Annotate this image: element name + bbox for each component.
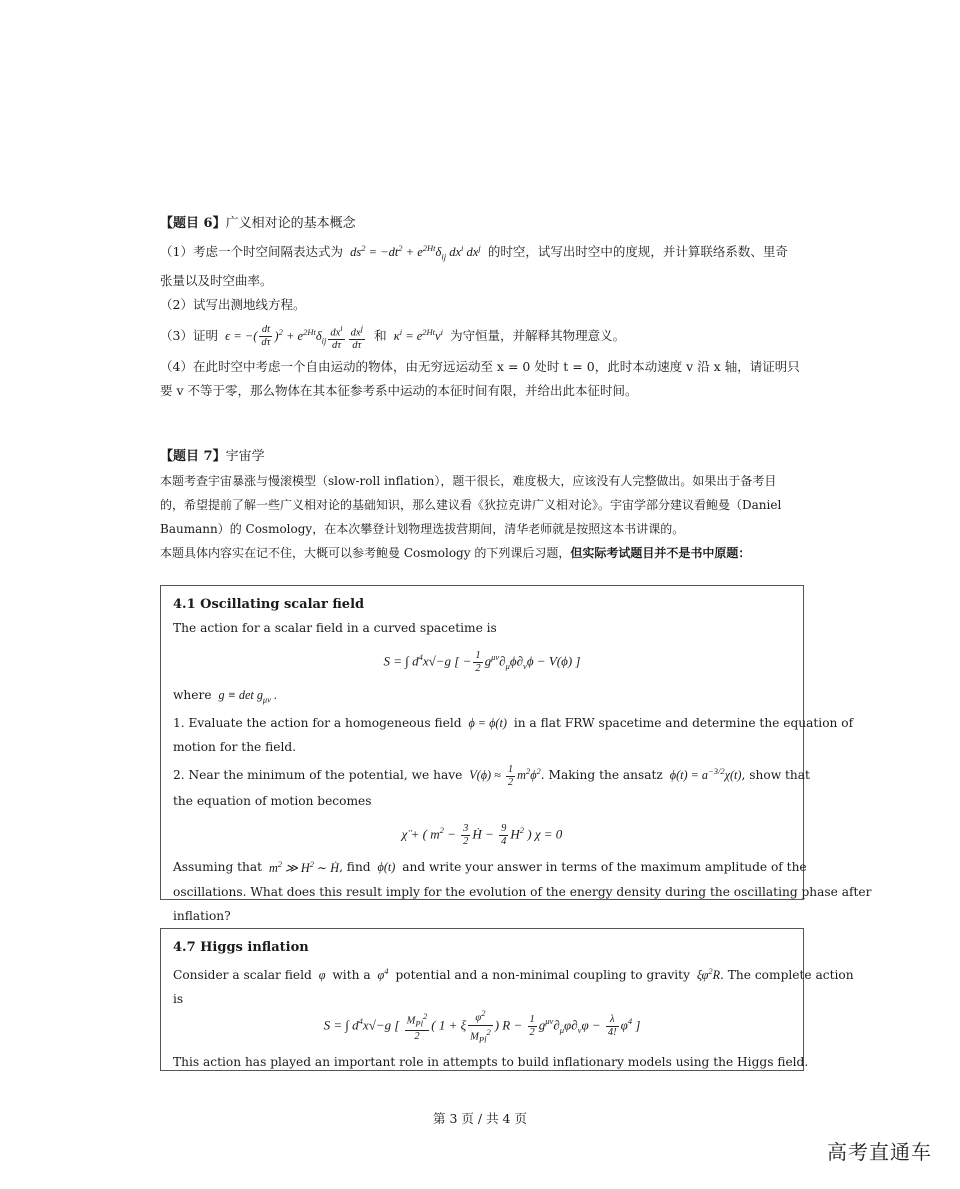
watermark-logo-text: 高考直通车 — [827, 1140, 932, 1164]
box-1-assume-line-3: inflation? — [173, 908, 231, 923]
assume-b: , find — [339, 860, 371, 875]
ansatz: $\phi(t) = a^{-3/2}\chi(t)$ — [666, 766, 742, 783]
scalar-action-equation: S = ∫ $d^4x√-g$ [ − $\frac{1}{2}$ $g^{\mu\nu}\partial_\mu\phi\partial_\nu\phi - V(\phi)$ ] — [383, 649, 581, 674]
problem-6-label: 【题目 6】 — [160, 216, 226, 231]
box-2-line-2: is — [173, 992, 184, 1007]
problem-6-heading — [160, 212, 810, 236]
box-1-item-2-cont: the equation of motion becomes — [173, 794, 372, 809]
box-1-assume — [173, 851, 807, 879]
item-1-a: 1. Evaluate the action for a homogeneous field — [173, 716, 462, 731]
problem-6-part-1 — [160, 236, 810, 269]
exercise-box-higgs-inflation — [160, 928, 854, 1071]
problem-7 — [160, 445, 820, 565]
problem-7-title: 宇宙学 — [225, 449, 265, 464]
problem-7-line-3: Baumann）的 Cosmology，在本次攀登计划物理选拔营期间，清华老师就是按照这本书讲课的。 — [160, 522, 685, 536]
box-1-intro: The action for a scalar field in a curved spacetime is — [173, 621, 497, 635]
item-1-b: in a flat FRW spacetime and determine the equation of — [513, 716, 854, 731]
homogeneous-field: ϕ = ϕ(t) — [465, 716, 510, 731]
p3-suffix: 为守恒量，并解释其物理意义。 — [450, 327, 626, 343]
box-1-item-1 — [173, 711, 854, 735]
g-definition: $g \equiv \det g_{\mu\nu}$ . — [215, 687, 278, 705]
box-1-title: 4.1 Oscillating scalar field — [173, 597, 365, 612]
box-1-item-1-cont: motion for the field. — [173, 740, 297, 755]
p3-prefix: （3）证明 — [160, 327, 218, 343]
varphi-symbol: φ — [315, 968, 329, 983]
problem-7-label: 【题目 7】 — [160, 449, 226, 464]
problem-7-line-2: 的，希望提前了解一些广义相对论的基础知识，那么建议看《狄拉克讲广义相对论》。宇宙学部分建议看鲍曼（Daniel — [160, 498, 782, 512]
p1-prefix: （1）考虑一个时空间隔表达式为 — [160, 244, 343, 260]
line1-c: potential and a non-minimal coupling to gravity — [395, 968, 690, 983]
where-text: where — [173, 687, 212, 702]
exercise-box-oscillating-scalar-field — [160, 585, 872, 923]
problem-6-part-4-line-1: （4）在此时空中考虑一个自由运动的物体，由无穷远运动至 x = 0 处时 t = 0，此时本动速度 v 沿 x 轴，请证明只 — [160, 359, 800, 375]
box-2-line-1 — [173, 959, 854, 987]
page-number-footer: 第 3 页 / 共 4 页 — [433, 1111, 527, 1126]
problem-6 — [160, 212, 810, 403]
p3-mid: 和 — [374, 327, 387, 343]
problem-6-part-3 — [160, 317, 810, 356]
box-2-title: 4.7 Higgs inflation — [173, 940, 309, 955]
problem-6-part-4-line-2: 要 v 不等于零，那么物体在其本征参考系中运动的本征时间有限，并给出此本征时间。 — [160, 383, 638, 399]
equation-of-motion: χ̈ + ( $m^2$ − $\frac{3}{2}$ Ḣ − $\frac{9}{4}$ $H^2$ ) χ = 0 — [401, 822, 563, 847]
problem-7-line-4-normal: 本题具体内容实在记不住，大概可以参考鲍曼 Cosmology 的下列课后习题， — [160, 546, 571, 560]
box-1-where — [173, 683, 791, 711]
epsilon-formula: ϵ = −( $\frac{dt}{d\tau}$ )$^2 + e^{2Ht}\delta_{ij}$ $\frac{dx^i}{d\tau}$ $\frac{dx^j}{d\tau}$ — [221, 322, 363, 352]
assume-a: Assuming that — [173, 860, 263, 875]
phi-of-t: ϕ(t) — [374, 860, 399, 875]
box-2-closing: This action has played an important role in attempts to build inflationary models using the Higgs field. — [173, 1054, 809, 1069]
problem-7-line-4-bold: 但实际考试题目并不是书中原题： — [570, 546, 751, 560]
p1-suffix: 的时空，试写出时空中的度规，并计算联络系数、里奇 — [487, 244, 788, 260]
problem-6-part-2: （2）试写出测地线方程。 — [160, 296, 306, 312]
problem-6-title: 广义相对论的基本概念 — [225, 216, 356, 231]
line1-b: with a — [332, 968, 371, 983]
box-1-assume-line-2: oscillations. What does this result imply for the evolution of the energy density during the oscillating phase after — [173, 884, 872, 899]
higgs-action-equation: S = ∫ $d^4x√-g$ [ $\frac{M_{Pl}^2}{2}$ ( 1 + ξ $\frac{\varphi^2}{M_{Pl}^2}$ ) R − $\frac{1}{2}$ $g^{\mu\nu}\partial_\mu\varphi\partial_\nu\varphi$ − $\frac{\lambda}{4!}$ $\varphi^4$ ] — [323, 1008, 641, 1045]
problem-7-line-4 — [160, 541, 820, 565]
varphi-fourth: $\varphi^4$ — [374, 966, 389, 983]
metric-formula: $ds^2 = -dt^2 + e^{2Ht}\delta_{ij}$ $dx^i$ $dx^j$ — [346, 243, 481, 262]
line1-d: . The complete action — [720, 968, 854, 983]
assume-c: and write your answer in terms of the maximum amplitude of the — [402, 860, 807, 875]
problem-7-line-1: 本题考查宇宙暴涨与慢滚模型（slow-roll inflation），题干很长，难度极大，应该没有人完整做出。如果出于备考目 — [160, 474, 777, 488]
coupling-term: $\xi\varphi^2R$ — [693, 966, 721, 983]
problem-6-part-1-cont: 张量以及时空曲率。 — [160, 272, 273, 288]
item-2-b: . Making the ansatz — [540, 768, 663, 783]
kappa-formula: $\kappa^i = e^{2Ht}v^i$ — [390, 326, 443, 343]
potential-approx: V(ϕ) ≈ $\frac{1}{2}$ $m^2\phi^2$ — [466, 764, 541, 789]
problem-7-heading — [160, 445, 820, 469]
line1-a: Consider a scalar field — [173, 968, 312, 983]
item-2-c: , show that — [741, 768, 810, 783]
box-1-item-2 — [173, 759, 810, 789]
assume-condition: $m^2$ ≫ $H^2$ ∼ Ḣ — [265, 858, 340, 875]
item-2-a: 2. Near the minimum of the potential, we have — [173, 768, 463, 783]
